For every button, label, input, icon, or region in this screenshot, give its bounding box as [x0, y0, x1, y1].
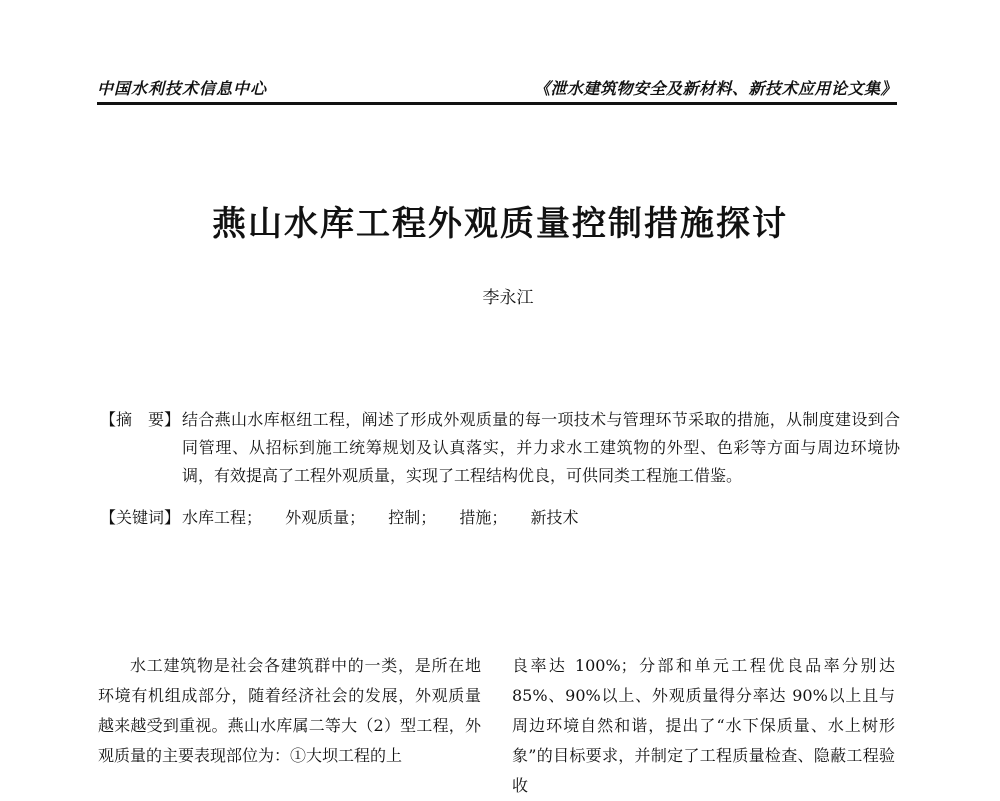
keyword-item: 新技术	[530, 508, 579, 527]
publisher-name: 中国水利技术信息中心	[97, 79, 268, 98]
keyword-item: 控制；	[388, 508, 437, 527]
proceedings-title: 《泄水建筑物安全及新材料、新技术应用论文集》	[533, 79, 897, 98]
running-header	[97, 76, 897, 105]
keyword-item: 措施；	[459, 508, 508, 527]
keywords-list	[182, 504, 596, 532]
body-text-left-column: 水工建筑物是社会各建筑群中的一类，是所在地环境有机组成部分，随着经济社会的发展，外观质量越来越受到重视。燕山水库属二等大（2）型工程，外观质量的主要表现部位为：①大坝工程的上	[98, 656, 481, 765]
abstract-label: 【摘 要】	[100, 410, 181, 429]
paper-title: 燕山水库工程外观质量控制措施探讨	[212, 204, 788, 244]
abstract-text: 结合燕山水库枢纽工程，阐述了形成外观质量的每一项技术与管理环节采取的措施，从制度建设到合同管理、从招标到施工统筹规划及认真落实，并力求水工建筑物的外型、色彩等方面与周边环境协调，有效提高了工程外观质量，实现了工程结构优良，可供同类工程施工借鉴。	[182, 410, 900, 485]
keywords-label: 【关键词】	[100, 508, 181, 527]
keywords-section	[100, 504, 900, 532]
body-text-right-column: 良率达 100%；分部和单元工程优良品率分别达 85%、90%以上、外观质量得分率达 90%以上且与周边环境自然和谐，提出了“水下保质量、水上树形象”的目标要求，并制定了工程质量检查、隐蔽工程验收	[512, 656, 895, 795]
keyword-item: 外观质量；	[285, 508, 366, 527]
author-name: 李永江	[482, 288, 534, 308]
abstract-section	[100, 406, 900, 490]
keyword-item: 水库工程；	[182, 508, 263, 527]
